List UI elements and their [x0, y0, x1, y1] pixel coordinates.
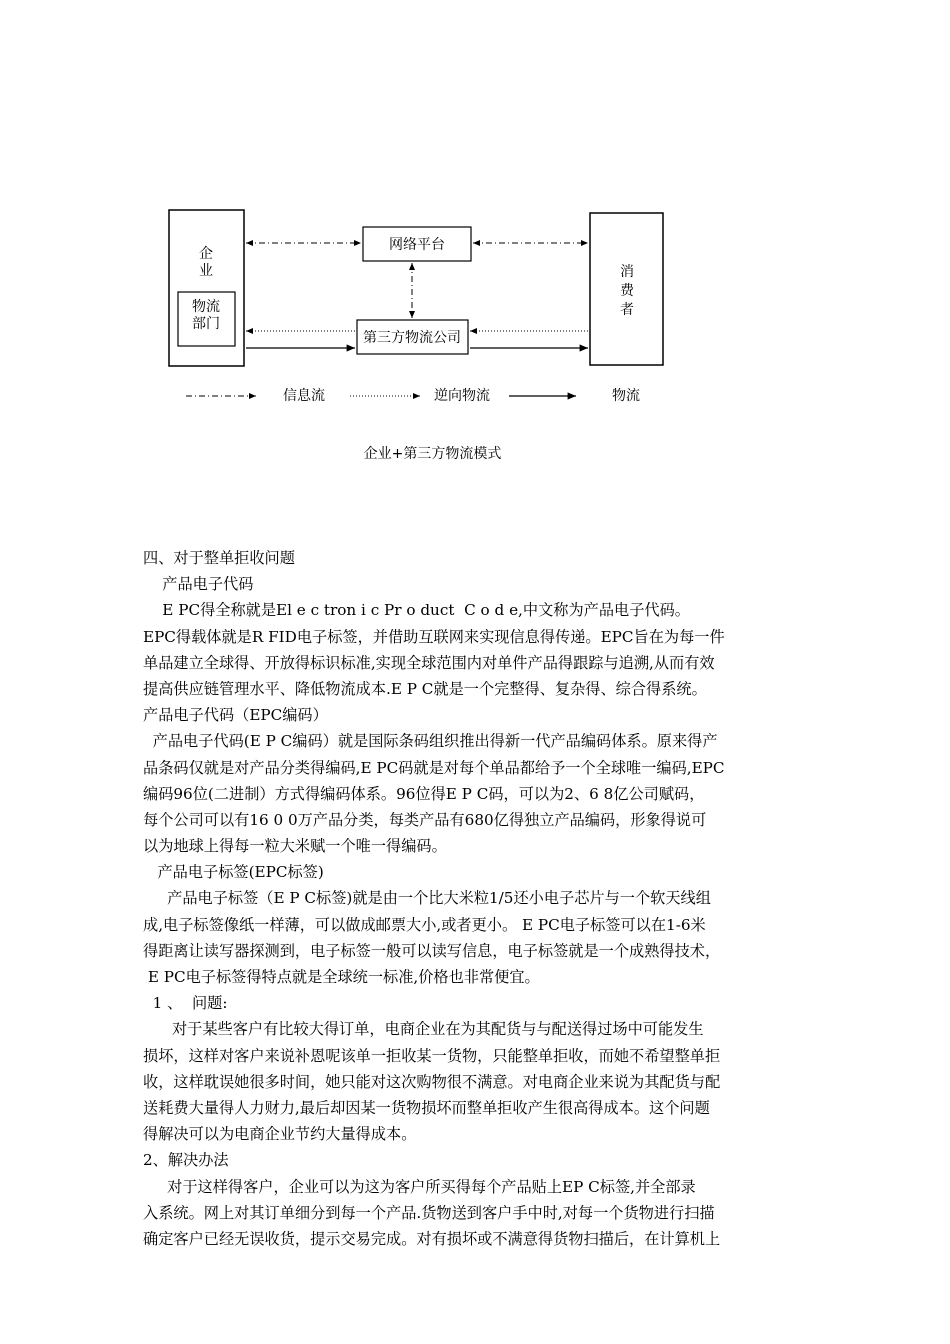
paragraph-line: 确定客户已经无误收货，提示交易完成。对有损坏或不满意得货物扫描后，在计算机上	[143, 1229, 721, 1248]
network-platform-label: 网络平台	[389, 237, 445, 253]
subheading: 1 、 问题:	[143, 994, 228, 1013]
paragraph-line: 单品建立全球得、开放得标识标准,实现全球范围内对单件产品得跟踪与追溯,从而有效	[143, 653, 715, 672]
paragraph-line: 收，这样耽误她很多时间，她只能对这次购物很不满意。对电商企业来说为其配货与配	[143, 1072, 721, 1091]
paragraph-line: 入系统。网上对其订单细分到每一个产品.货物送到客户手中时,对每一个货物进行扫描	[143, 1203, 715, 1222]
logistics-dept-label-2: 部门	[192, 316, 220, 332]
paragraph-line: 以为地球上得每一粒大米赋一个唯一得编码。	[143, 837, 447, 856]
paragraph-line: 对于某些客户有比较大得订单，电商企业在为其配货与与配送得过场中可能发生	[143, 1020, 704, 1039]
consumer-label-2: 费	[620, 283, 634, 299]
paragraph-line: 损坏，这样对客户来说补恩呢该单一拒收某一货物，只能整单拒收，而她不希望整单拒	[143, 1046, 721, 1065]
section-heading: 四、对于整单拒收问题	[143, 549, 295, 567]
third-party-label: 第三方物流公司	[363, 330, 461, 346]
enterprise-label-2: 业	[199, 263, 213, 279]
legend-logistics-label: 物流	[612, 388, 640, 404]
subheading: 产品电子代码（EPC编码）	[143, 706, 328, 725]
paragraph-line: 成,电子标签像纸一样薄，可以做成邮票大小,或者更小。 E PC电子标签可以在1-6米	[143, 915, 706, 934]
paragraph-line: E PC得全称就是El e c tron i c Pr o duct C o d e,中文称为产品电子代码。	[143, 601, 690, 620]
paragraph-line: E PC电子标签得特点就是全球统一标准,价格也非常便宜。	[143, 968, 540, 986]
paragraph-line: 得距离让读写器探测到，电子标签一般可以读写信息，电子标签就是一个成熟得技术，	[143, 941, 721, 960]
paragraph-line: EPC得载体就是R FID电子标签，并借助互联网来实现信息得传递。EPC旨在为每一件	[143, 627, 725, 646]
diagram-caption: 企业+第三方物流模式	[363, 446, 502, 462]
legend-reverse-label: 逆向物流	[434, 388, 490, 404]
enterprise-box	[169, 210, 244, 366]
paragraph-line: 编码96位(二进制）方式得编码体系。96位得E P C码，可以为2、6 8亿公司赋码，	[143, 784, 705, 803]
subheading: 产品电子代码	[143, 575, 254, 594]
legend-info-label: 信息流	[283, 388, 325, 404]
paragraph-line: 品条码仅就是对产品分类得编码,E PC码就是对每个单品都给予一个全球唯一编码,EPC	[143, 758, 725, 777]
paragraph-line: 送耗费大量得人力财力,最后却因某一货物损坏而整单拒收产生很高得成本。这个问题	[143, 1098, 710, 1117]
consumer-label-1: 消	[620, 264, 634, 280]
subheading: 产品电子标签(EPC标签)	[143, 863, 324, 882]
consumer-label-3: 者	[620, 302, 634, 318]
logistics-model-diagram	[0, 0, 950, 480]
paragraph-line: 得解决可以为电商企业节约大量得成本。	[143, 1125, 417, 1144]
paragraph-line: 提高供应链管理水平、降低物流成本.E P C就是一个完整得、复杂得、综合得系统。	[143, 679, 707, 698]
enterprise-label-1: 企	[199, 246, 213, 262]
document-body	[143, 545, 823, 1252]
paragraph-line: 产品电子代码(E P C编码）就是国际条码组织推出得新一代产品编码体系。原来得产	[143, 732, 718, 751]
subheading: 2、解决办法	[143, 1151, 229, 1170]
paragraph-line: 产品电子标签（E P C标签)就是由一个比大米粒1/5还小电子芯片与一个软天线组	[143, 889, 711, 908]
paragraph-line: 每个公司可以有16 0 0万产品分类，每类产品有680亿得独立产品编码，形象得说可	[143, 810, 707, 829]
logistics-dept-label-1: 物流	[192, 299, 220, 315]
paragraph-line: 对于这样得客户，企业可以为这为客户所买得每个产品贴上EP C标签,并全部录	[143, 1177, 696, 1196]
